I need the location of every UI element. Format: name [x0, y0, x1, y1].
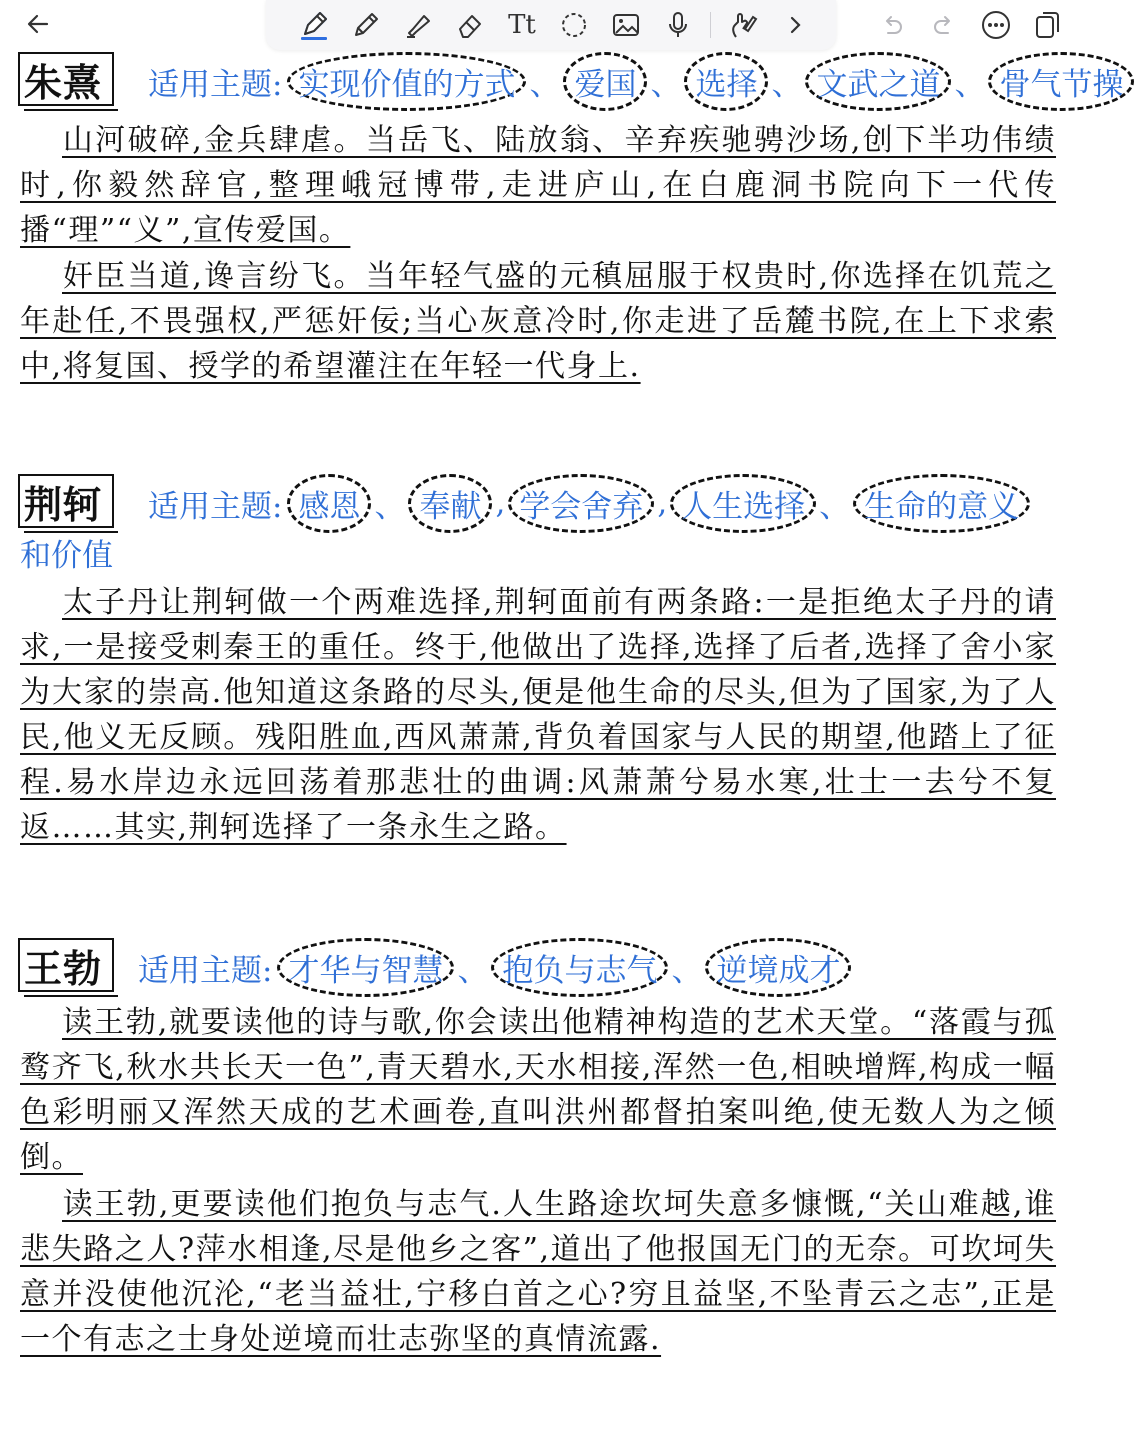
theme-tag: 实现价值的方式 [287, 52, 526, 111]
drawing-tools-bar [266, 0, 836, 50]
right-toolbar [866, 0, 1080, 50]
pen-icon [297, 8, 331, 42]
theme-tag: 人生选择 [670, 474, 816, 533]
pages-icon [1033, 9, 1063, 41]
undo-button[interactable] [866, 3, 918, 47]
theme-tag: 生命的意义 [853, 474, 1030, 533]
note-page[interactable] [0, 50, 1124, 1440]
theme-tag: 学会舍弃 [508, 474, 654, 533]
lasso-icon [558, 9, 590, 41]
redo-button[interactable] [918, 3, 970, 47]
theme-tag: 抱负与志气 [491, 938, 668, 997]
more-options-button[interactable] [970, 3, 1022, 47]
text-tool-button[interactable] [496, 3, 548, 47]
theme-tag: 才华与智慧 [277, 938, 454, 997]
top-toolbar [0, 0, 1080, 50]
highlighter-tool-button[interactable] [392, 3, 444, 47]
section-title: 朱熹 [18, 52, 114, 106]
more-icon [980, 9, 1012, 41]
eraser-icon [454, 9, 486, 41]
theme-line: 适用主题: 感恩 、 奉献 , 学会舍弃 , 人生选择 、 生命的意义 [148, 478, 1031, 528]
pencil-icon [350, 9, 382, 41]
arrow-left-icon [25, 11, 51, 37]
audio-record-button[interactable] [652, 3, 704, 47]
theme-tag: 选择 [684, 52, 768, 111]
section-paragraph: 山河破碎,金兵肆虐。当岳飞、陆放翁、辛弃疾驰骋沙场,创下半功伟绩时,你毅然辞官,整理峨冠博带,走进庐山,在白鹿洞书院向下一代传播“理”“义”,宣传爱国。 [20, 123, 1056, 248]
theme-line: 适用主题: 才华与智慧 、 抱负与志气 、 逆境成才 [138, 942, 852, 992]
hand-pen-tool-button[interactable] [717, 3, 769, 47]
theme-label: 适用主题: [148, 488, 283, 525]
section-paragraph: 太子丹让荆轲做一个两难选择,荆轲面前有两条路:一是拒绝太子丹的请求,一是接受刺秦王的重任。终于,他做出了选择,选择了后者,选择了舍小家为大家的崇高.他知道这条路的尽头,便是他生命的尽头,但为了国家,为了人民,他义无反顾。残阳胜血,西风萧萧,背负着国家与人民的期望,他踏上了征程.易水岸边永远回荡着那悲壮的曲调:风萧萧兮易水寒,壮士一去兮不复返……其实,荆轲选择了一条永生之路。 [20, 585, 1056, 845]
section-paragraph: 读王勃,就要读他的诗与歌,你会读出他精神构造的艺术天堂。“落霞与孤鹜齐飞,秋水共长天一色”,青天碧水,天水相接,浑然一色,相映增辉,构成一幅色彩明丽又浑然天成的艺术画卷,直叫洪州都督拍案叫绝,使无数人为之倾倒。 [20, 1005, 1056, 1175]
theme-tag: 文武之道 [805, 52, 951, 111]
theme-tag: 逆境成才 [705, 938, 851, 997]
image-tool-button[interactable] [600, 3, 652, 47]
toolbar-divider [710, 12, 711, 38]
theme-label: 适用主题: [148, 66, 283, 103]
theme-continuation: 和价值 [20, 538, 113, 574]
microphone-icon [662, 9, 694, 41]
section-title: 王勃 [18, 938, 114, 992]
chevron-right-icon [784, 14, 806, 36]
more-tools-button[interactable] [769, 3, 821, 47]
theme-label: 适用主题: [138, 952, 273, 989]
pen-tool-button[interactable] [288, 3, 340, 47]
redo-icon [931, 12, 957, 38]
theme-tag: 爱国 [563, 52, 647, 111]
section-paragraph: 奸臣当道,谗言纷飞。当年轻气盛的元稹屈服于权贵时,你选择在饥荒之年赴任,不畏强权,严惩奸佞;当心灰意冷时,你走进了岳麓书院,在上下求索中,将复国、授学的希望灌注在年轻一代身上. [20, 259, 1056, 384]
back-button[interactable] [18, 6, 58, 42]
theme-tag: 感恩 [287, 474, 371, 533]
pages-button[interactable] [1022, 3, 1074, 47]
eraser-tool-button[interactable] [444, 3, 496, 47]
theme-tag: 奉献 [408, 474, 492, 533]
lasso-tool-button[interactable] [548, 3, 600, 47]
image-icon [610, 9, 642, 41]
text-tool-icon: Tt [508, 10, 536, 40]
section-title: 荆轲 [18, 474, 114, 528]
highlighter-icon [402, 9, 434, 41]
hand-pen-icon [727, 9, 759, 41]
pencil-tool-button[interactable] [340, 3, 392, 47]
undo-icon [879, 12, 905, 38]
theme-tag: 骨气节操 [988, 52, 1134, 111]
section-paragraph: 读王勃,更要读他们抱负与志气.人生路途坎坷失意多慷慨,“关山难越,谁悲失路之人?萍水相逢,尽是他乡之客”,道出了他报国无门的无奈。可坎坷失意并没使他沉沦,“老当益壮,宁移白首之心?穷且益坚,不坠青云之志”,正是一个有志之士身处逆境而壮志弥坚的真情流露. [20, 1187, 1056, 1357]
theme-line: 适用主题: 实现价值的方式 、 爱国 、 选择 、 文武之道 、 骨气节操 [148, 56, 1135, 106]
